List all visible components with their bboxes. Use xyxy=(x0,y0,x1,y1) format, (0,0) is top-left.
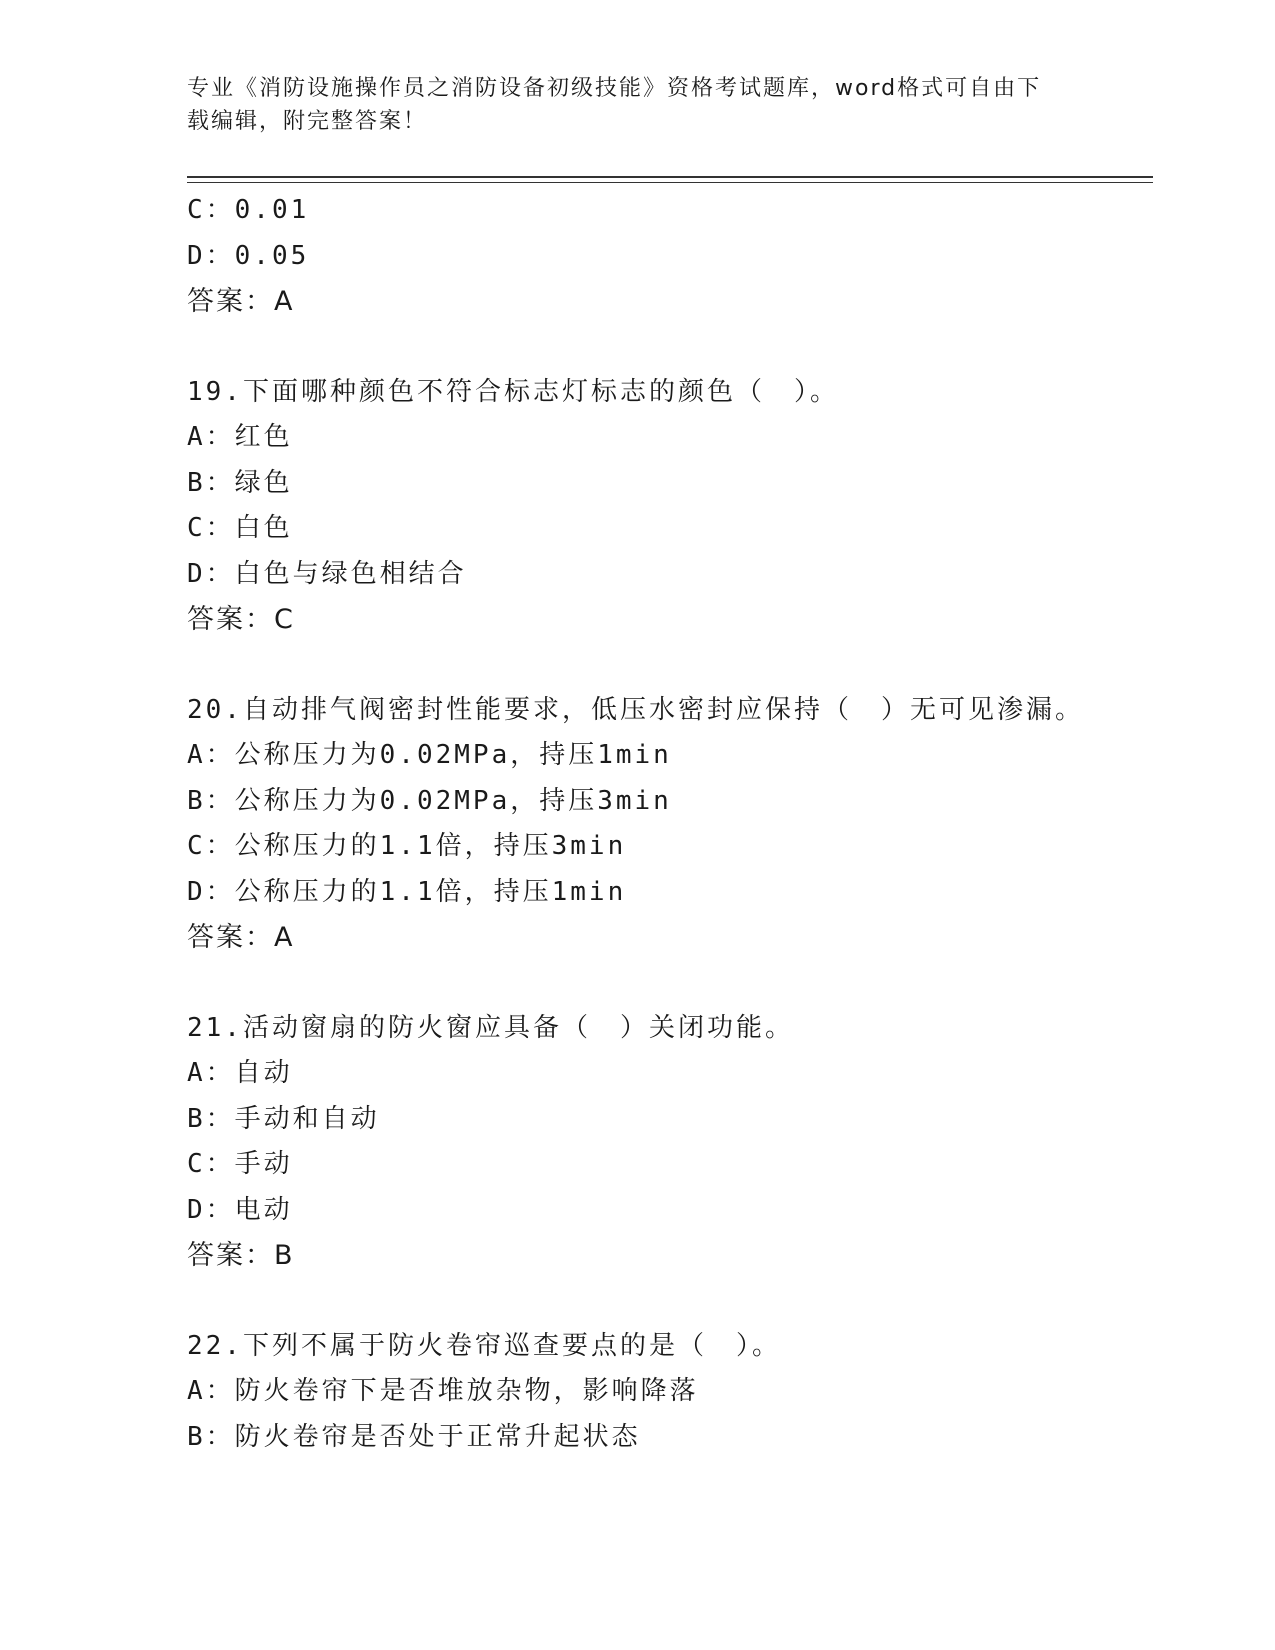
option-b: B：绿色 xyxy=(187,467,293,498)
question-text: 21.活动窗扇的防火窗应具备（ ）关闭功能。 xyxy=(187,1012,794,1043)
question-21 xyxy=(187,1006,1153,1279)
partial-question-18 xyxy=(187,188,1153,325)
option-a: A：自动 xyxy=(187,1058,293,1088)
spacer xyxy=(187,961,1153,1006)
question-19 xyxy=(187,370,1153,643)
spacer xyxy=(187,1279,1153,1324)
option-d: D：电动 xyxy=(187,1194,293,1225)
header-rule-thick xyxy=(187,176,1153,178)
option-a: A：红色 xyxy=(187,422,293,452)
question-text: 20.自动排气阀密封性能要求，低压水密封应保持（ ）无可见渗漏。 xyxy=(187,694,1084,725)
answer-line: 答案：B xyxy=(187,1240,295,1271)
header-rule-thin xyxy=(187,182,1153,183)
option-c: C：0.01 xyxy=(187,195,310,225)
header-line-2: 载编辑，附完整答案！ xyxy=(187,109,428,134)
spacer xyxy=(187,325,1153,370)
option-b: B：防火卷帘是否处于正常升起状态 xyxy=(187,1421,641,1452)
option-c: C：公称压力的1.1倍，持压3min xyxy=(187,831,627,861)
spacer xyxy=(187,643,1153,688)
answer-line: 答案：A xyxy=(187,922,295,953)
document-header xyxy=(187,72,1067,138)
answer-line: 答案：A xyxy=(187,286,295,317)
question-text: 22.下列不属于防火卷帘巡查要点的是（ ）。 xyxy=(187,1330,781,1361)
option-b: B：公称压力为0.02MPa，持压3min xyxy=(187,785,672,816)
question-22 xyxy=(187,1324,1153,1461)
header-line-1: 专业《消防设施操作员之消防设备初级技能》资格考试题库，word格式可自由下 xyxy=(187,76,1042,101)
option-a: A：公称压力为0.02MPa，持压1min xyxy=(187,740,672,770)
option-a: A：防火卷帘下是否堆放杂物，影响降落 xyxy=(187,1376,699,1406)
option-c: C：白色 xyxy=(187,513,293,543)
option-d: D：0.05 xyxy=(187,240,310,271)
question-content xyxy=(187,188,1153,1460)
option-c: C：手动 xyxy=(187,1149,293,1179)
answer-line: 答案：C xyxy=(187,604,295,635)
question-20 xyxy=(187,688,1153,961)
question-text: 19.下面哪种颜色不符合标志灯标志的颜色（ ）。 xyxy=(187,376,839,407)
option-d: D：白色与绿色相结合 xyxy=(187,558,467,589)
option-d: D：公称压力的1.1倍，持压1min xyxy=(187,876,627,907)
option-b: B：手动和自动 xyxy=(187,1103,380,1134)
